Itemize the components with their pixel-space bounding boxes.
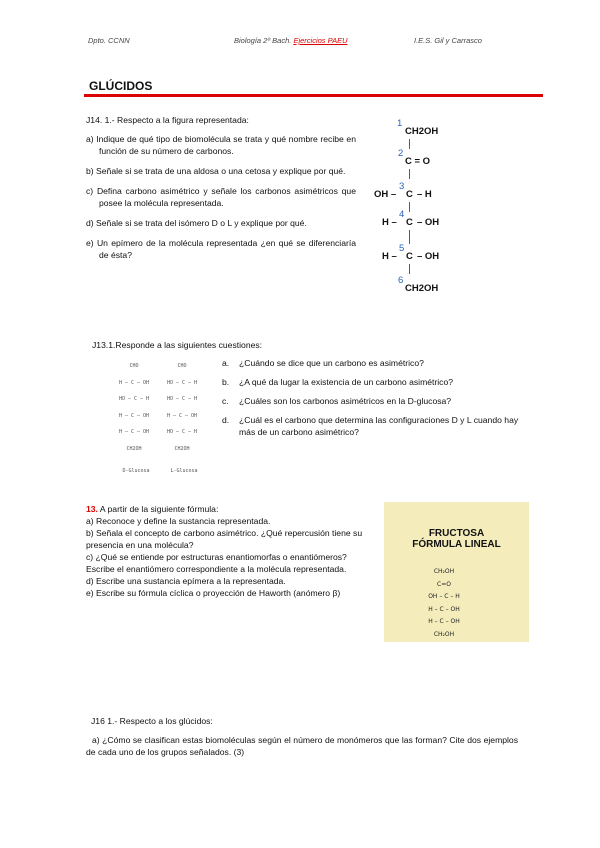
fructose-subtitle: FÓRMULA LINEAL [412,539,501,550]
c3-left: OH – [374,189,397,200]
j13-item-text: ¿Cuándo se dice que un carbono es asimétrico? [239,358,424,368]
q13-heading [86,503,373,515]
header-center [234,36,348,45]
j14-item-d: d) Señale si se trata del isómero D o L y explique por qué. [86,218,307,228]
c6-group: CH2OH [405,283,439,294]
l-glucose-row: CH2OH [174,445,190,452]
header-right: I.E.S. Gil y Carrasco [414,36,482,45]
j13-item [222,414,522,438]
fructose-line: CH₂OH [433,630,455,638]
c3-carbon: C [406,189,413,200]
j13-item [222,357,522,369]
header-left: Dpto. CCNN [88,36,130,45]
section-title: GLÚCIDOS [89,79,153,93]
c4-carbon: C [406,217,413,228]
j13-item-letter: c. [222,396,229,406]
j13-item-text: ¿Cuál es el carbono que determina las configuraciones D y L cuando hay más de un carbono asimétrico? [239,415,519,437]
d-glucose-row: CHO [129,363,139,369]
j13-item-text: ¿Cuáles son los carbonos asimétricos en la D-glucosa? [239,396,452,406]
c2-group: C = O [405,156,431,167]
c5-left: H – [382,251,397,262]
l-glucose-column [160,358,204,457]
d-glucose-column [112,358,156,457]
l-glucose-row: HO – C – H [166,396,198,402]
fructose-line: OH – C – H [428,593,460,600]
j14-intro: J14. 1.- Respecto a la figura representada: [86,115,249,125]
l-glucose-row: HO – C – H [166,379,198,386]
fructose-structure [365,115,475,300]
j16-intro: J16 1.- Respecto a los glúcidos: [91,716,213,726]
carbon-number-5: 5 [399,243,405,254]
c3-right: – H [417,189,432,200]
l-glucose-label: L-Glucosa [170,468,198,474]
j16-item-a: a) ¿Cómo se clasifican estas biomoléculas según el número de monómeros que las forman? Cite dos ejemplos de cada uno de los grupos señalados. (3) [86,735,518,757]
fructose-linear-formula [414,566,474,641]
q13-intro: A partir de la siguiente fórmula: [97,504,219,514]
j13-item-letter: b. [222,377,230,387]
j14-item-a: a) Indique de qué tipo de biomolécula se trata y qué nombre recibe en función de su número de carbonos. [86,134,356,156]
fructose-line: H – C – OH [428,605,460,613]
c1-group: CH2OH [405,126,439,137]
q13-item-a: a) Reconoce y define la sustancia representada. [86,516,271,526]
fructose-title: FRUCTOSA [428,528,485,539]
l-glucose-row: HO – C – H [166,429,198,435]
j13-intro: J13.1.Responde a las siguientes cuestiones: [92,340,263,350]
d-glucose-row: CH2OH [126,445,142,452]
bond-3-4 [409,202,410,212]
header-center-prefix: Biología 2º Bach. [234,36,294,45]
j14-item-e: e) Un epímero de la molécula representada ¿en qué se diferenciaría de ésta? [86,238,356,260]
header-link[interactable]: Ejercicios PAEU [293,36,348,45]
j14-item-b: b) Señale si se trata de una aldosa o una cetosa y explique por qué. [86,166,346,176]
q13-item-c: c) ¿Qué se entiende por estructuras enantiomorfas o enantiómeros? Escribe el enantiómero correspondiente a la molécula representada. [86,552,347,574]
c5-right: – OH [417,251,440,262]
d-glucose-row: H – C – OH [118,379,150,386]
j13-item-letter: d. [222,415,230,425]
fructose-line: C=O [437,580,451,588]
j13-item-text: ¿A qué da lugar la existencia de un carbono asimétrico? [239,377,454,387]
q13-item-b: b) Señala el concepto de carbono asimétrico. ¿Qué repercusión tiene su presencia en una molécula? [86,528,363,550]
q13-question [86,503,373,599]
bond-5-6 [409,264,410,274]
d-glucose-row: H – C – OH [118,412,150,419]
bond-1-2 [409,139,410,149]
j14-item-c: c) Defina carbono asimétrico y señale los carbonos asimétricos que posee la molécula representada. [86,186,356,208]
d-glucose-row: HO – C – H [118,396,150,402]
c4-right: – OH [417,217,440,228]
bond-4-5 [409,230,410,244]
carbon-number-2: 2 [398,148,404,159]
c5-carbon: C [406,251,413,262]
glucose-projections-figure [112,358,212,482]
bond-2-3 [409,169,410,179]
fructose-line: CH₂OH [433,568,455,575]
d-glucose-label: D-Glucosa [122,468,150,474]
carbon-number-4: 4 [399,209,405,220]
j13-item [222,376,522,388]
j14-question [86,114,356,261]
j13-item [222,395,522,407]
fructose-line: H – C – OH [428,618,460,625]
carbon-number-6: 6 [398,275,404,286]
fructose-figure [384,502,529,642]
l-glucose-row: CHO [177,363,187,369]
q13-number: 13. [86,504,98,514]
title-underline [84,94,543,97]
carbon-number-1: 1 [397,118,403,129]
j13-item-letter: a. [222,358,230,368]
d-glucose-row: H – C – OH [118,429,150,435]
carbon-number-3: 3 [399,181,405,192]
q13-item-d: d) Escribe una sustancia epímera a la representada. [86,576,286,586]
l-glucose-row: H – C – OH [166,412,198,419]
j13-items [222,357,522,438]
q13-item-e: e) Escribe su fórmula cíclica o proyección de Haworth (anómero β) [86,588,341,598]
c4-left: H – [382,217,397,228]
